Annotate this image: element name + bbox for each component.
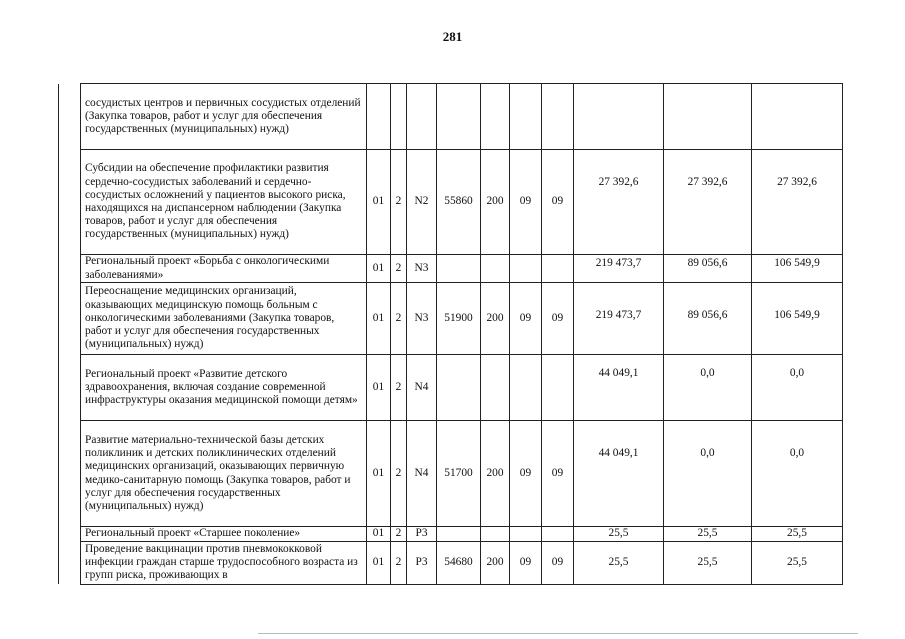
amount-year-3: 25,5 (752, 541, 843, 584)
table-row (59, 255, 843, 283)
code-project: N3 (407, 255, 437, 283)
code-subprogram: 2 (391, 541, 407, 584)
code-expense-type (481, 527, 510, 542)
amount-year-2: 25,5 (664, 541, 752, 584)
row-description: Переоснащение медицинских организаций, оказывающих медицинскую помощь больным с онкологическими заболеваниями (Закупка товаров, работ и услуг для обеспечения государственных (муниципальных) нужд) (81, 283, 367, 355)
code-subprogram: 2 (391, 150, 407, 255)
code-direction (437, 355, 481, 421)
amount-year-3: 106 549,9 (752, 255, 843, 283)
code-direction: 51700 (437, 421, 481, 527)
code-subprogram: 2 (391, 255, 407, 283)
code-section (510, 355, 542, 421)
code-expense-type (481, 255, 510, 283)
code-direction: 55860 (437, 150, 481, 255)
code-direction: 51900 (437, 283, 481, 355)
code-section: 09 (510, 421, 542, 527)
code-subsection (542, 255, 574, 283)
row-index-cell (59, 283, 81, 355)
code-expense-type: 200 (481, 421, 510, 527)
code-program: 01 (367, 283, 391, 355)
table-row (59, 541, 843, 584)
table-row (59, 527, 843, 542)
code-project: N3 (407, 283, 437, 355)
row-index-cell (59, 84, 81, 150)
amount-year-3: 106 549,9 (752, 283, 843, 355)
amount-year-1 (574, 84, 664, 150)
amount-year-2 (664, 84, 752, 150)
code-subprogram: 2 (391, 421, 407, 527)
code-program: 01 (367, 527, 391, 542)
amount-year-1: 44 049,1 (574, 355, 664, 421)
code-project: P3 (407, 527, 437, 542)
code-section: 09 (510, 541, 542, 584)
code-program: 01 (367, 355, 391, 421)
code-project: N4 (407, 355, 437, 421)
row-description: Региональный проект «Развитие детского здравоохранения, включая создание современной инфраструктуры оказания медицинской помощи детям» (81, 355, 367, 421)
row-index-cell (59, 527, 81, 542)
code-section (510, 84, 542, 150)
amount-year-3: 27 392,6 (752, 150, 843, 255)
code-expense-type (481, 355, 510, 421)
row-description: Развитие материально-технической базы детских поликлиник и детских поликлинических отделений медицинских организаций, оказывающих первичную медико-санитарную помощь (Закупка товаров, работ и услуг для обеспечения государственных (муниципальных) нужд) (81, 421, 367, 527)
code-subsection (542, 84, 574, 150)
amount-year-2: 0,0 (664, 355, 752, 421)
code-section (510, 255, 542, 283)
code-program: 01 (367, 421, 391, 527)
code-direction (437, 255, 481, 283)
code-expense-type (481, 84, 510, 150)
table-row (59, 283, 843, 355)
row-description: Региональный проект «Борьба с онкологическими заболеваниями» (81, 255, 367, 283)
table-row (59, 150, 843, 255)
row-description: Проведение вакцинации против пневмококковой инфекции граждан старше трудоспособного возраста из групп риска, проживающих в (81, 541, 367, 584)
amount-year-2: 89 056,6 (664, 255, 752, 283)
code-program (367, 84, 391, 150)
amount-year-3: 0,0 (752, 355, 843, 421)
code-subprogram: 2 (391, 527, 407, 542)
code-subprogram (391, 84, 407, 150)
row-description: сосудистых центров и первичных сосудистых отделений (Закупка товаров, работ и услуг для обеспечения государственных (муниципальных) нужд) (81, 84, 367, 150)
code-expense-type: 200 (481, 283, 510, 355)
amount-year-1: 219 473,7 (574, 255, 664, 283)
scan-edge-line (258, 633, 858, 634)
code-direction (437, 84, 481, 150)
code-subsection (542, 355, 574, 421)
code-section: 09 (510, 150, 542, 255)
budget-table (58, 83, 843, 585)
code-project (407, 84, 437, 150)
code-subsection: 09 (542, 421, 574, 527)
amount-year-1: 25,5 (574, 527, 664, 542)
amount-year-3: 0,0 (752, 421, 843, 527)
code-program: 01 (367, 150, 391, 255)
code-subprogram: 2 (391, 355, 407, 421)
row-index-cell (59, 150, 81, 255)
code-direction (437, 527, 481, 542)
table-body (59, 84, 843, 585)
row-index-cell (59, 355, 81, 421)
amount-year-1: 27 392,6 (574, 150, 664, 255)
amount-year-2: 0,0 (664, 421, 752, 527)
code-expense-type: 200 (481, 541, 510, 584)
amount-year-2: 89 056,6 (664, 283, 752, 355)
amount-year-3 (752, 84, 843, 150)
code-subprogram: 2 (391, 283, 407, 355)
amount-year-2: 25,5 (664, 527, 752, 542)
code-section: 09 (510, 283, 542, 355)
code-direction: 54680 (437, 541, 481, 584)
page-number: 281 (442, 29, 463, 44)
table-row (59, 84, 843, 150)
row-description: Субсидии на обеспечение профилактики развития сердечно-сосудистых заболеваний и сердечно-сосудистых осложнений у пациентов высокого риска, находящихся на диспансерном наблюдении (Закупка товаров, работ и услуг для обеспечения государственных (муниципальных) нужд) (81, 150, 367, 255)
row-description: Региональный проект «Старшее поколение» (81, 527, 367, 542)
code-program: 01 (367, 255, 391, 283)
row-index-cell (59, 255, 81, 283)
table-row (59, 421, 843, 527)
code-project: N4 (407, 421, 437, 527)
row-index-cell (59, 541, 81, 584)
code-subsection (542, 527, 574, 542)
code-expense-type: 200 (481, 150, 510, 255)
amount-year-2: 27 392,6 (664, 150, 752, 255)
code-section (510, 527, 542, 542)
code-subsection: 09 (542, 150, 574, 255)
row-index-cell (59, 421, 81, 527)
code-subsection: 09 (542, 283, 574, 355)
amount-year-3: 25,5 (752, 527, 843, 542)
code-project: P3 (407, 541, 437, 584)
amount-year-1: 219 473,7 (574, 283, 664, 355)
amount-year-1: 44 049,1 (574, 421, 664, 527)
table-row (59, 355, 843, 421)
code-program: 01 (367, 541, 391, 584)
amount-year-1: 25,5 (574, 541, 664, 584)
code-project: N2 (407, 150, 437, 255)
code-subsection: 09 (542, 541, 574, 584)
